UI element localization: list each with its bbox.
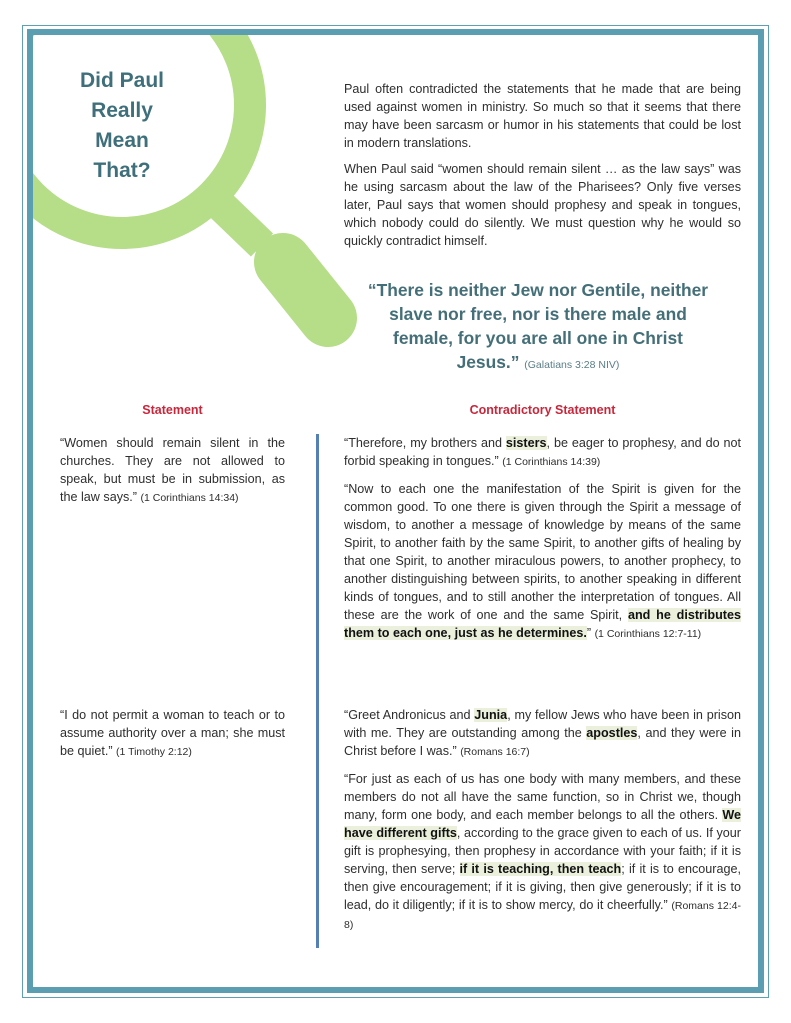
contradiction-text: , be eager to prophesy, and do not forbid speaking in tongues.”: [344, 436, 741, 468]
statement-text: “I do not permit a woman to teach or to assume authority over a man; she must be quiet.”: [60, 708, 285, 758]
contradiction-text: , and they were in Christ before I was.”: [344, 726, 741, 758]
contradiction-text: “Therefore, my brothers and: [344, 436, 506, 450]
contradiction-text: ”: [586, 626, 595, 640]
title-line: Really: [91, 99, 153, 122]
contradictory-statement-heading: Contradictory Statement: [469, 403, 616, 417]
statement-item: [60, 706, 285, 761]
featured-quote-reference: (Galatians 3:28 NIV): [524, 359, 620, 371]
contradiction-reference: (1 Corinthians 12:7-11): [594, 628, 702, 640]
contradiction-text: ; if it is to encourage, then give encouragement; if it is giving, then give generously; if it is to lead, do it diligently; if it is to show mercy, do it cheerfully.”: [344, 862, 741, 912]
statement-reference: (1 Corinthians 14:34): [140, 492, 239, 504]
magnifier-neck: [210, 195, 262, 245]
contradiction-item: [344, 706, 741, 761]
contradiction-text: “Greet Andronicus and: [344, 708, 475, 722]
statement-item: [60, 434, 285, 507]
contradiction-reference: (1 Corinthians 14:39): [502, 456, 601, 468]
contradiction-reference: (Romans 12:4-8): [344, 900, 741, 931]
contradiction-text: , my fellow Jews who have been in prison with me. They are outstanding among the: [344, 708, 741, 740]
page-title: [52, 66, 192, 186]
contradiction-text: “Now to each one the manifestation of the Spirit is given for the common good. To one there is given through the Spirit a message of wisdom, to another a message of knowledge by means of the same Spirit, to another faith by the same Spirit, to another gifts of healing by that one Spirit, to another miraculous powers, to another prophecy, to another distinguishing between spirits, to another speaking in different kinds of tongues, and to still another the interpretation of tongues. All these are the work of one and the same Spirit,: [344, 482, 741, 622]
intro-text: [344, 80, 741, 258]
highlighted-text: We have different gifts: [344, 808, 741, 840]
highlighted-text: apostles: [586, 726, 638, 740]
statement-heading: Statement: [142, 403, 203, 417]
title-line: Did Paul: [79, 69, 164, 92]
contradiction-reference: (Romans 16:7): [460, 746, 530, 758]
featured-quote-text: “There is neither Jew nor Gentile, neither slave nor free, nor is there male and female, for you are all one in Christ Jesus.”: [367, 280, 709, 372]
contradiction-text: “For just as each of us has one body with many members, and these members do not all have the same function, so in Christ we, though many, form one body, and each member belongs to all the others.: [344, 772, 741, 822]
highlighted-text: sisters: [505, 436, 547, 450]
intro-paragraph: When Paul said “women should remain silent … as the law says” was he using sarcasm about the law of the Pharisees? Only five verses later, Paul says that women should prophesy and speak in tongues, which nobody could do silently. We must question why he would so quickly contradict himself.: [344, 162, 741, 248]
magnifier-handle: [283, 262, 328, 318]
title-line: Mean: [95, 129, 149, 152]
highlighted-text: Junia: [474, 708, 508, 722]
intro-paragraph: Paul often contradicted the statements that he made that are being used against women in ministry. So much so that it seems that there may have been sarcasm or humor in his statements that could be lost in modern translations.: [344, 82, 741, 150]
statement-text: “Women should remain silent in the churches. They are not allowed to speak, but must be in submission, as the law says.”: [60, 436, 285, 504]
contradiction-item: [344, 480, 741, 643]
title-line: That?: [93, 159, 151, 182]
featured-quote: [360, 278, 716, 377]
statement-reference: (1 Timothy 2:12): [116, 746, 192, 758]
highlighted-text: if it is teaching, then teach: [459, 862, 622, 876]
contradiction-text: , according to the grace given to each of us. If your gift is prophesying, then prophesy in accordance with your faith; if it is serving, then serve;: [344, 826, 741, 876]
contradiction-item: [344, 770, 741, 934]
highlighted-text: and he distributes them to each one, just as he determines.: [344, 608, 741, 640]
column-divider: [316, 434, 319, 948]
contradiction-item: [344, 434, 741, 471]
